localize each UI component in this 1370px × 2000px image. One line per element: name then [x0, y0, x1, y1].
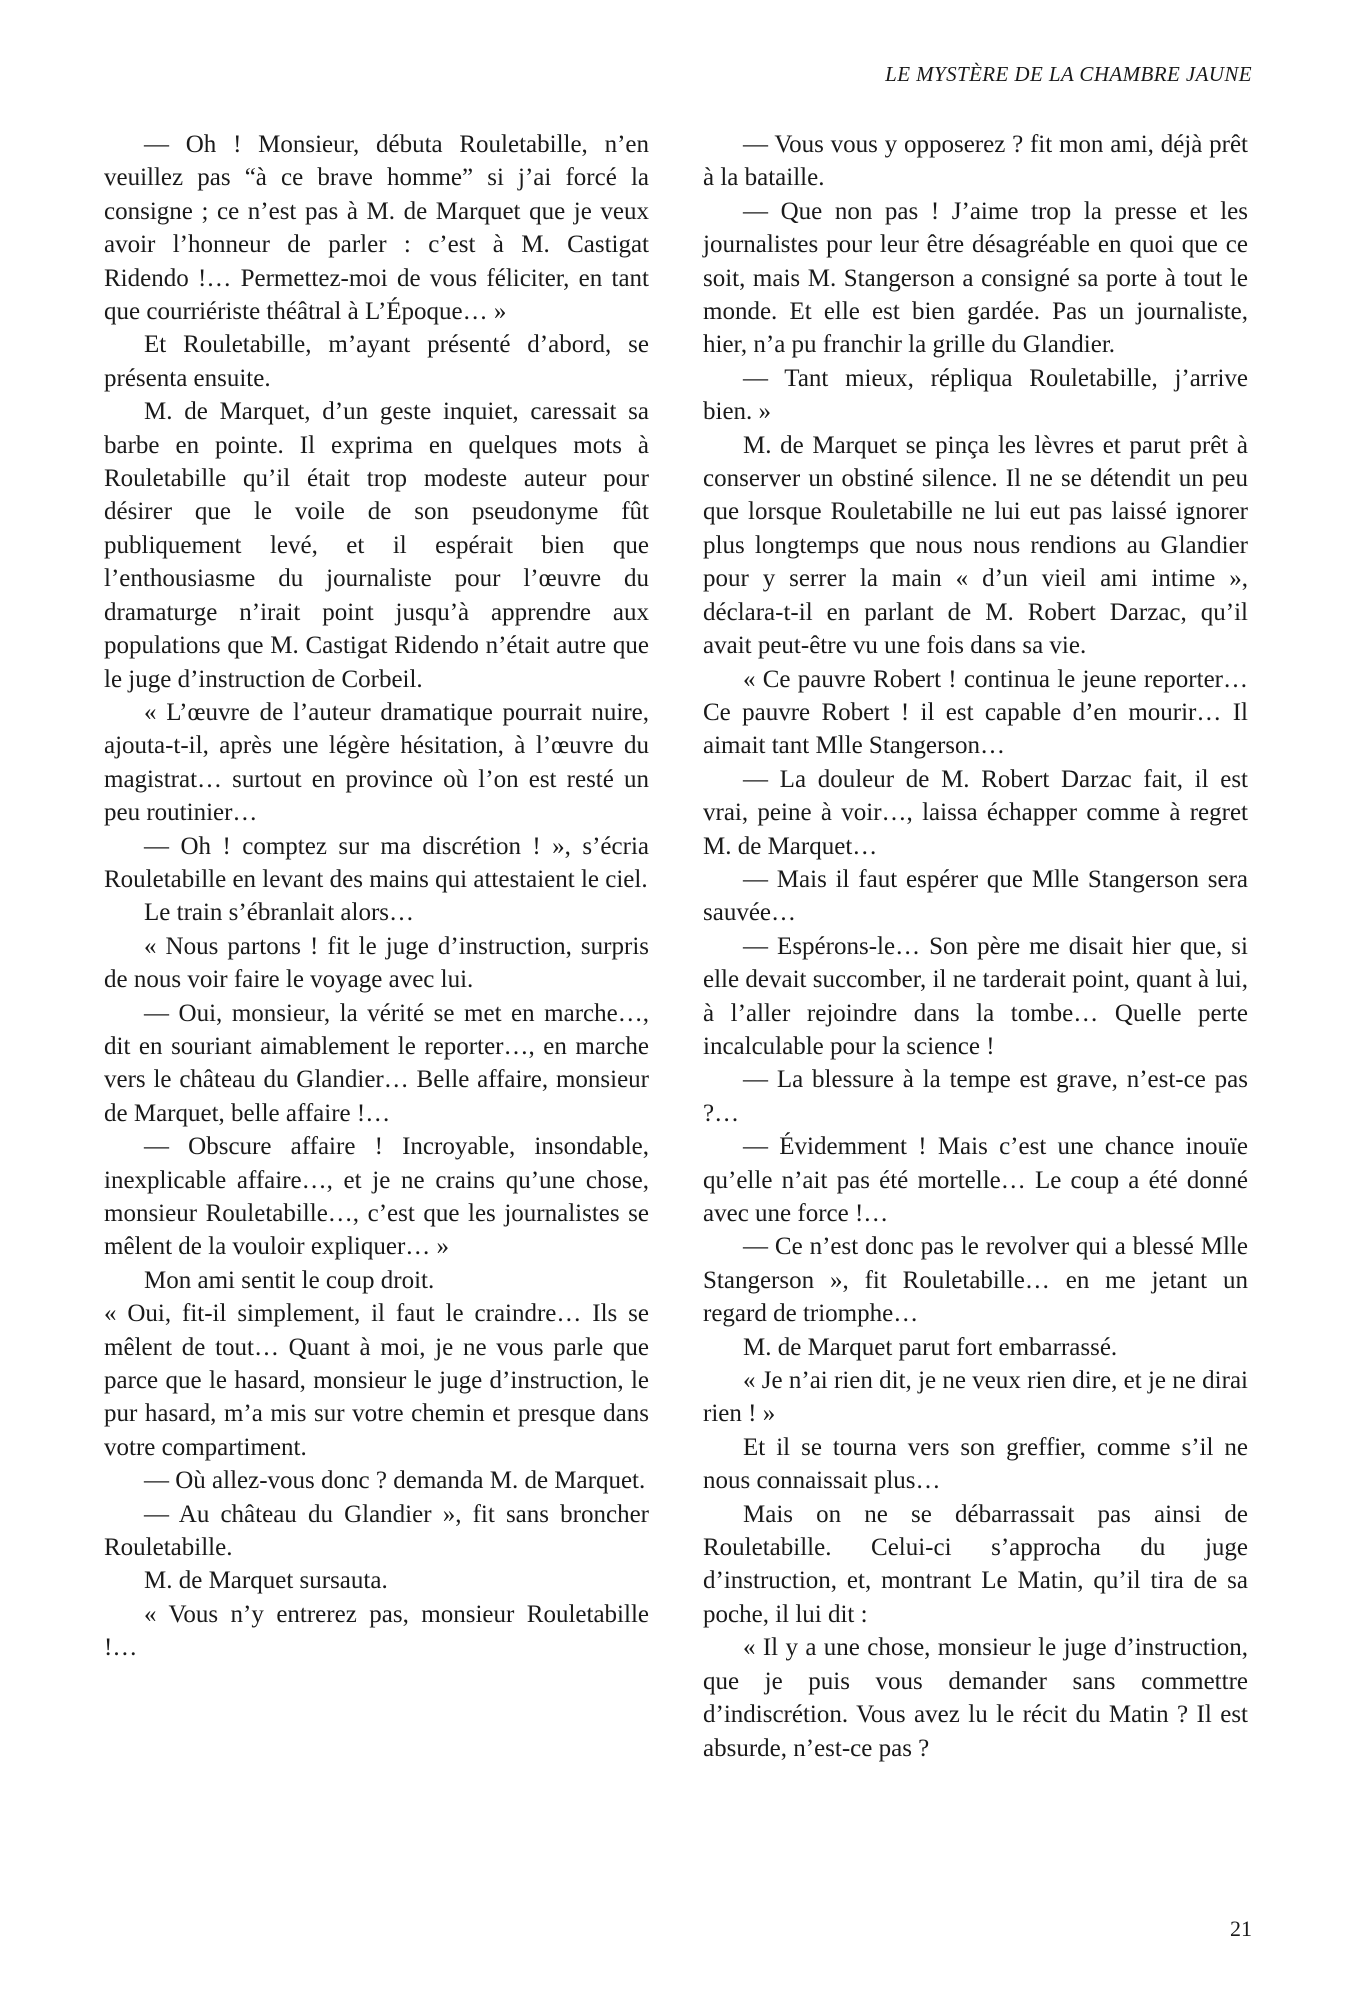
- paragraph: — Espérons-le… Son père me disait hier que, si elle devait succomber, il ne tarderait point, quant à lui, à l’aller rejoindre dans la tombe… Quelle perte incalculable pour la science !: [703, 932, 1248, 1060]
- paragraph: Le train s’ébranlait alors…: [144, 899, 415, 927]
- paragraph: — Oh ! comptez sur ma discrétion ! », s’écria Rouletabille en levant des mains qui attestaient le ciel.: [104, 832, 649, 893]
- paragraph: — Oh ! Monsieur, débuta Rouletabille, n’en veuillez pas “à ce brave homme” si j’ai forcé la consigne ; ce n’est pas à M. de Marquet que je veux avoir l’honneur de parler : c’est à M. Castigat Ridendo !… Permettez-moi de vous féliciter, en tant que courriériste théâtral à L’Époque… »: [104, 131, 649, 326]
- page-number: 21: [1230, 1916, 1252, 1941]
- left-column: [104, 128, 649, 1665]
- paragraph: Mon ami sentit le coup droit.: [144, 1266, 435, 1294]
- paragraph: — Où allez-vous donc ? demanda M. de Marquet.: [144, 1467, 646, 1495]
- paragraph: « L’œuvre de l’auteur dramatique pourrait nuire, ajouta-t-il, après une légère hésitation, à l’œuvre du magistrat… surtout en province où l’on est resté un peu routinier…: [104, 698, 649, 827]
- running-header: LE MYSTÈRE DE LA CHAMBRE JAUNE: [885, 62, 1252, 86]
- paragraph: — Mais il faut espérer que Mlle Stangerson sera sauvée…: [703, 865, 1248, 927]
- paragraph: — Évidemment ! Mais c’est une chance inouïe qu’elle n’ait pas été mortelle… Le coup a été donné avec une force !…: [703, 1133, 1248, 1227]
- paragraph: Et il se tourna vers son greffier, comme s’il ne nous connaissait plus…: [703, 1433, 1248, 1495]
- paragraph: « Je n’ai rien dit, je ne veux rien dire, et je ne dirai rien ! »: [703, 1367, 1248, 1428]
- paragraph: « Oui, fit-il simplement, il faut le craindre… Ils se mêlent de tout… Quant à moi, je ne vous parle que parce que le hasard, monsieur le juge d’instruction, le pur hasard, m’a mis sur votre chemin et presque dans votre compartiment.: [104, 1300, 649, 1461]
- paragraph: « Il y a une chose, monsieur le juge d’instruction, que je puis vous demander sans commettre d’indiscrétion. Vous avez lu le récit du Matin ? Il est absurde, n’est-ce pas ?: [703, 1634, 1248, 1762]
- paragraph: — La blessure à la tempe est grave, n’est-ce pas ?…: [703, 1066, 1248, 1127]
- paragraph: — Au château du Glandier », fit sans broncher Rouletabille.: [104, 1500, 649, 1562]
- paragraph: M. de Marquet sursauta.: [144, 1567, 388, 1595]
- paragraph: M. de Marquet, d’un geste inquiet, caressait sa barbe en pointe. Il exprima en quelques mots à Rouletabille qu’il était trop modeste auteur pour désirer que le voile de son pseudonyme fût publiquement levé, et il espérait bien que l’enthousiasme du journaliste pour l’œuvre du dramaturge n’irait point jusqu’à apprendre aux populations que M. Castigat Ridendo n’était autre que le juge d’instruction de Corbeil.: [104, 398, 649, 693]
- paragraph: M. de Marquet se pinça les lèvres et parut prêt à conserver un obstiné silence. Il ne se détendit un peu que lorsque Rouletabille ne lui eut pas laissé ignorer plus longtemps que nous nous rendions au Glandier pour y serrer la main « d’un vieil ami intime », déclara-t-il en parlant de M. Robert Darzac, qu’il avait peut-être vu une fois dans sa vie.: [703, 431, 1248, 660]
- paragraph: « Vous n’y entrerez pas, monsieur Rouletabille !…: [104, 1600, 649, 1662]
- paragraph: — Vous vous y opposerez ? fit mon ami, déjà prêt à la bataille.: [703, 131, 1248, 192]
- paragraph: — Ce n’est donc pas le revolver qui a blessé Mlle Stangerson », fit Rouletabille… en me jetant un regard de triomphe…: [703, 1233, 1248, 1328]
- paragraph: « Nous partons ! fit le juge d’instruction, surpris de nous voir faire le voyage avec lui.: [104, 932, 649, 994]
- paragraph: — La douleur de M. Robert Darzac fait, il est vrai, peine à voir…, laissa échapper comme à regret M. de Marquet…: [703, 765, 1248, 860]
- paragraph: M. de Marquet parut fort embarrassé.: [743, 1333, 1118, 1361]
- paragraph: — Que non pas ! J’aime trop la presse et les journalistes pour leur être désagréable en quoi que ce soit, mais M. Stangerson a consigné sa porte à tout le monde. Et elle est bien gardée. Pas un journaliste, hier, n’a pu franchir la grille du Glandier.: [703, 197, 1248, 359]
- right-column: [703, 128, 1248, 1765]
- paragraph: « Ce pauvre Robert ! continua le jeune reporter… Ce pauvre Robert ! il est capable d’en mourir… Il aimait tant Mlle Stangerson…: [703, 665, 1248, 760]
- paragraph: Et Rouletabille, m’ayant présenté d’abord, se présenta ensuite.: [104, 331, 649, 392]
- paragraph: — Tant mieux, répliqua Rouletabille, j’arrive bien. »: [703, 364, 1248, 426]
- paragraph: Mais on ne se débarrassait pas ainsi de Rouletabille. Celui-ci s’approcha du juge d’instruction, et, montrant Le Matin, qu’il tira de sa poche, il lui dit :: [703, 1500, 1248, 1628]
- paragraph: — Oui, monsieur, la vérité se met en marche…, dit en souriant aimablement le reporter…, en marche vers le château du Glandier… Belle affaire, monsieur de Marquet, belle affaire !…: [104, 999, 649, 1127]
- paragraph: — Obscure affaire ! Incroyable, insondable, inexplicable affaire…, et je ne crains qu’une chose, monsieur Rouletabille…, c’est que les journalistes se mêlent de la vouloir expliquer… »: [104, 1133, 649, 1261]
